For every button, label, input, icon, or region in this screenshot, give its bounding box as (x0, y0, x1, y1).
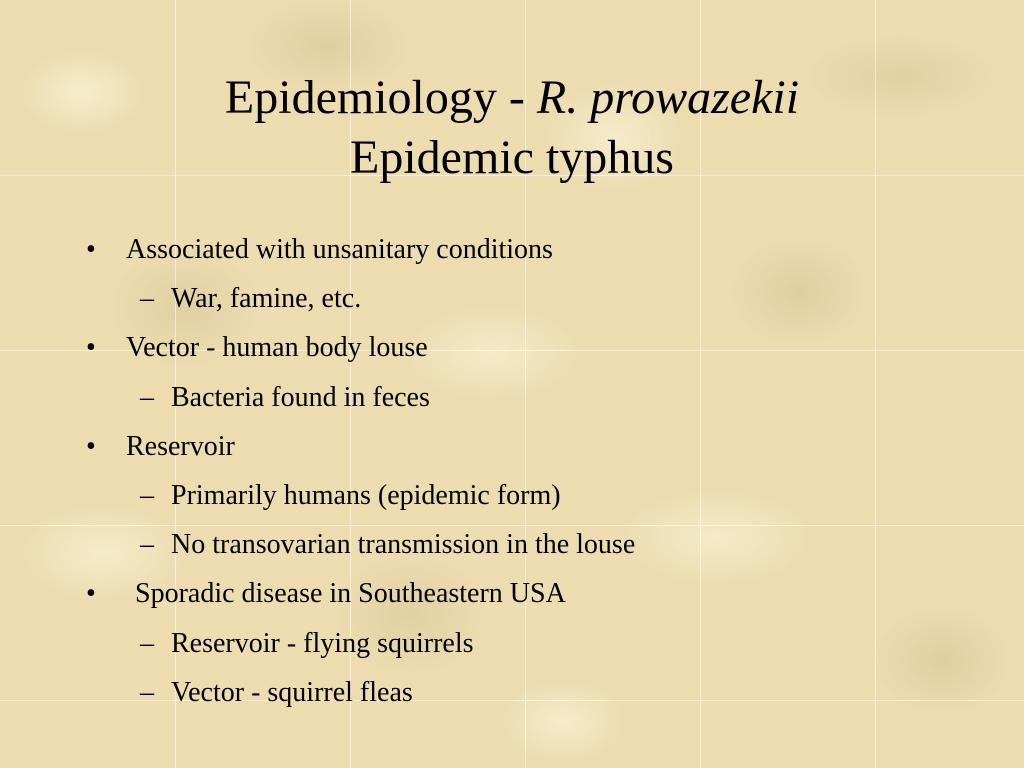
sub-bullet-text: Reservoir - flying squirrels (171, 627, 474, 659)
bullet-dot-icon: • (86, 578, 96, 610)
sub-bullet-text: War, famine, etc. (171, 283, 362, 315)
dash-icon: – (140, 627, 154, 659)
dash-icon: – (140, 676, 154, 708)
sub-bullet-text: Bacteria found in feces (171, 381, 430, 413)
bullet-list (0, 225, 1024, 717)
sub-bullet-text: No transovarian transmission in the louse (171, 529, 636, 561)
sub-bullet-text: Vector - squirrel fleas (171, 676, 413, 708)
bullet-text: Reservoir (126, 430, 235, 462)
sub-bullet-item (0, 274, 1024, 323)
bullet-item (0, 569, 1024, 618)
sub-bullet-text: Primarily humans (epidemic form) (171, 479, 561, 511)
bullet-dot-icon: • (86, 430, 96, 462)
bullet-text: Sporadic disease in Southeastern USA (135, 578, 566, 610)
bullet-text: Vector - human body louse (126, 332, 428, 364)
title-prefix: Epidemiology - (224, 71, 537, 124)
dash-icon: – (140, 381, 154, 413)
sub-bullet-item (0, 619, 1024, 668)
sub-bullet-item (0, 471, 1024, 520)
title-organism: R. prowazekii (536, 71, 800, 124)
dash-icon: – (140, 283, 154, 315)
bullet-item (0, 422, 1024, 471)
dash-icon: – (140, 529, 154, 561)
bullet-item (0, 323, 1024, 372)
dash-icon: – (140, 479, 154, 511)
sub-bullet-item (0, 520, 1024, 569)
title-line-1 (0, 68, 1024, 128)
title-line-2: Epidemic typhus (350, 131, 674, 184)
bullet-text: Associated with unsanitary conditions (126, 234, 553, 265)
slide-title (0, 68, 1024, 188)
bullet-dot-icon: • (86, 332, 96, 364)
bullet-item (0, 225, 1024, 274)
bullet-dot-icon: • (86, 234, 96, 265)
sub-bullet-item (0, 373, 1024, 422)
sub-bullet-item (0, 668, 1024, 717)
